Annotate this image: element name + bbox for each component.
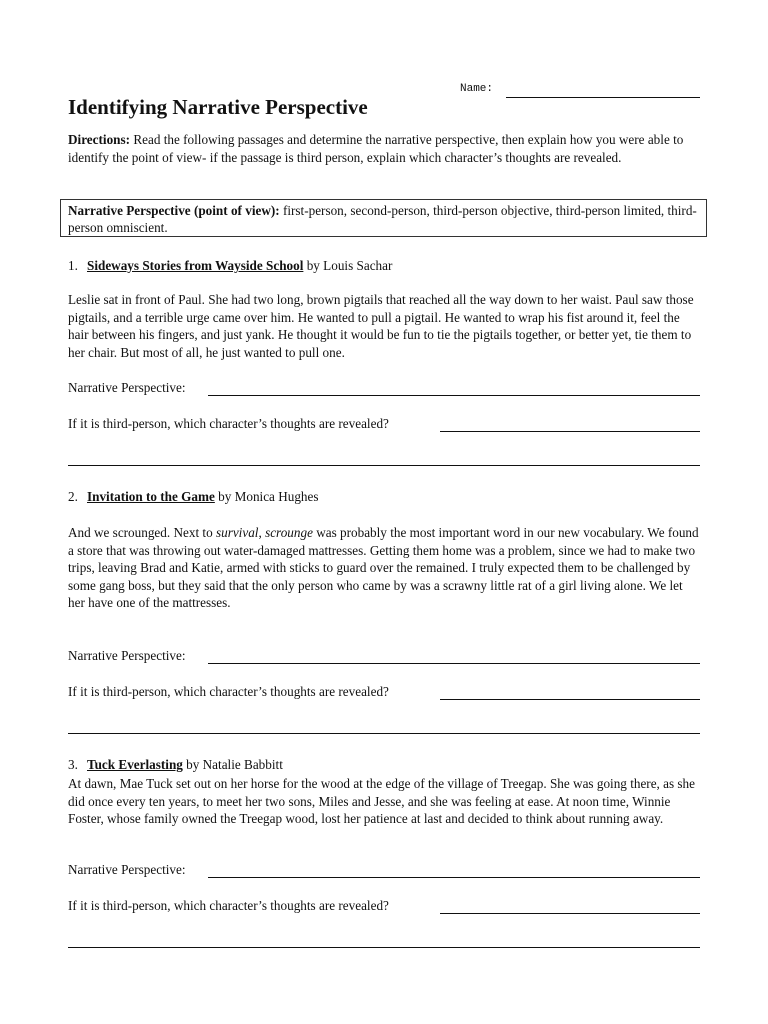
passage-3-title: Tuck Everlasting (87, 757, 183, 772)
directions-label: Directions: (68, 132, 131, 147)
thoughts-blank-line[interactable] (440, 699, 700, 700)
thoughts-blank-line[interactable] (440, 913, 700, 914)
passage-2-thoughts-answer[interactable] (68, 684, 700, 700)
thoughts-prompt: If it is third-person, which character’s thoughts are revealed? (68, 898, 389, 913)
directions-text: Read the following passages and determine the narrative perspective, then explain how you were able to identify the point of view- if the passage is third person, explain which character’s thoughts are revealed. (68, 132, 684, 165)
passage-1-text: Leslie sat in front of Paul. She had two long, brown pigtails that reached all the way down to her waist. Paul saw those pigtails, and a terrible urge came over him. He wanted to pull a pigtail. He wanted to wrap his fist around it, feel the hair between his fingers, and just yank. He thought it would be fun to tie the pigtails together, or better yet, tie them to her chair. But most of all, he just wanted to pull one. (68, 292, 694, 360)
passage-1-author: by Louis Sachar (306, 258, 393, 273)
passage-2-italic-survival: survival (215, 525, 259, 540)
passage-2-text-end: was probably the most important word in our new vocabulary. We found a store that was throwing out water-damaged mattresses. Getting them home was a problem, since we had to make two trips, leaving Brad and Katie, armed with sticks to guard over the remained. I truly expected them to be challenged by some gang boss, but they said that the only person who came by was a scrawny little rat of a girl living alone. We let her have one of the mattresses. (68, 525, 699, 611)
name-field[interactable] (460, 82, 700, 98)
passage-2-heading (68, 489, 319, 505)
passage-1-thoughts-answer[interactable] (68, 416, 700, 432)
thoughts-prompt: If it is third-person, which character’s thoughts are revealed? (68, 684, 389, 699)
passage-1-extra-answer-line[interactable] (68, 465, 700, 466)
passage-2-perspective-answer[interactable] (68, 648, 700, 664)
page-title: Identifying Narrative Perspective (68, 95, 368, 119)
definition-label: Narrative Perspective (point of view): (68, 203, 280, 218)
perspective-blank-line[interactable] (208, 663, 700, 664)
passage-3-heading (68, 757, 283, 773)
passage-2-text-start: And we scrounged. Next to (68, 525, 216, 540)
name-label: Name: (460, 83, 494, 95)
passage-1-title: Sideways Stories from Wayside School (87, 258, 304, 273)
passage-2-comma: , (258, 525, 266, 540)
passage-3-number: 3. (68, 757, 78, 772)
thoughts-prompt: If it is third-person, which character’s thoughts are revealed? (68, 416, 389, 431)
passage-3-thoughts-answer[interactable] (68, 898, 700, 914)
name-blank-line[interactable] (506, 97, 700, 98)
thoughts-blank-line[interactable] (440, 431, 700, 432)
perspective-prompt: Narrative Perspective: (68, 380, 186, 395)
passage-1-heading (68, 258, 392, 274)
passage-3-author: by Natalie Babbitt (186, 757, 283, 772)
passage-3-extra-answer-line[interactable] (68, 947, 700, 948)
definition-text: first-person, second-person, third-person objective, third-person limited, third-person omniscient. (68, 203, 697, 236)
perspective-prompt: Narrative Perspective: (68, 648, 186, 663)
perspective-blank-line[interactable] (208, 395, 700, 396)
passage-2-italic-scrounge: scrounge (265, 525, 313, 540)
passage-2-title: Invitation to the Game (87, 489, 215, 504)
passage-1-number: 1. (68, 258, 78, 273)
passage-3-text: At dawn, Mae Tuck set out on her horse for the wood at the edge of the village of Treegap. She was going there, as she did once every ten years, to meet her two sons, Miles and Jesse, and she was feeling at ease. At noon time, Winnie Foster, whose family owned the Treegap wood, lost her patience at last and decided to think about running away. (68, 776, 696, 827)
definition-box (60, 199, 707, 237)
directions (68, 131, 700, 166)
passage-1-perspective-answer[interactable] (68, 380, 700, 396)
passage-2-text (68, 524, 700, 612)
passage-2-extra-answer-line[interactable] (68, 733, 700, 734)
passage-3-perspective-answer[interactable] (68, 862, 700, 878)
passage-2-author: by Monica Hughes (218, 489, 319, 504)
perspective-blank-line[interactable] (208, 877, 700, 878)
perspective-prompt: Narrative Perspective: (68, 862, 186, 877)
passage-2-number: 2. (68, 489, 78, 504)
